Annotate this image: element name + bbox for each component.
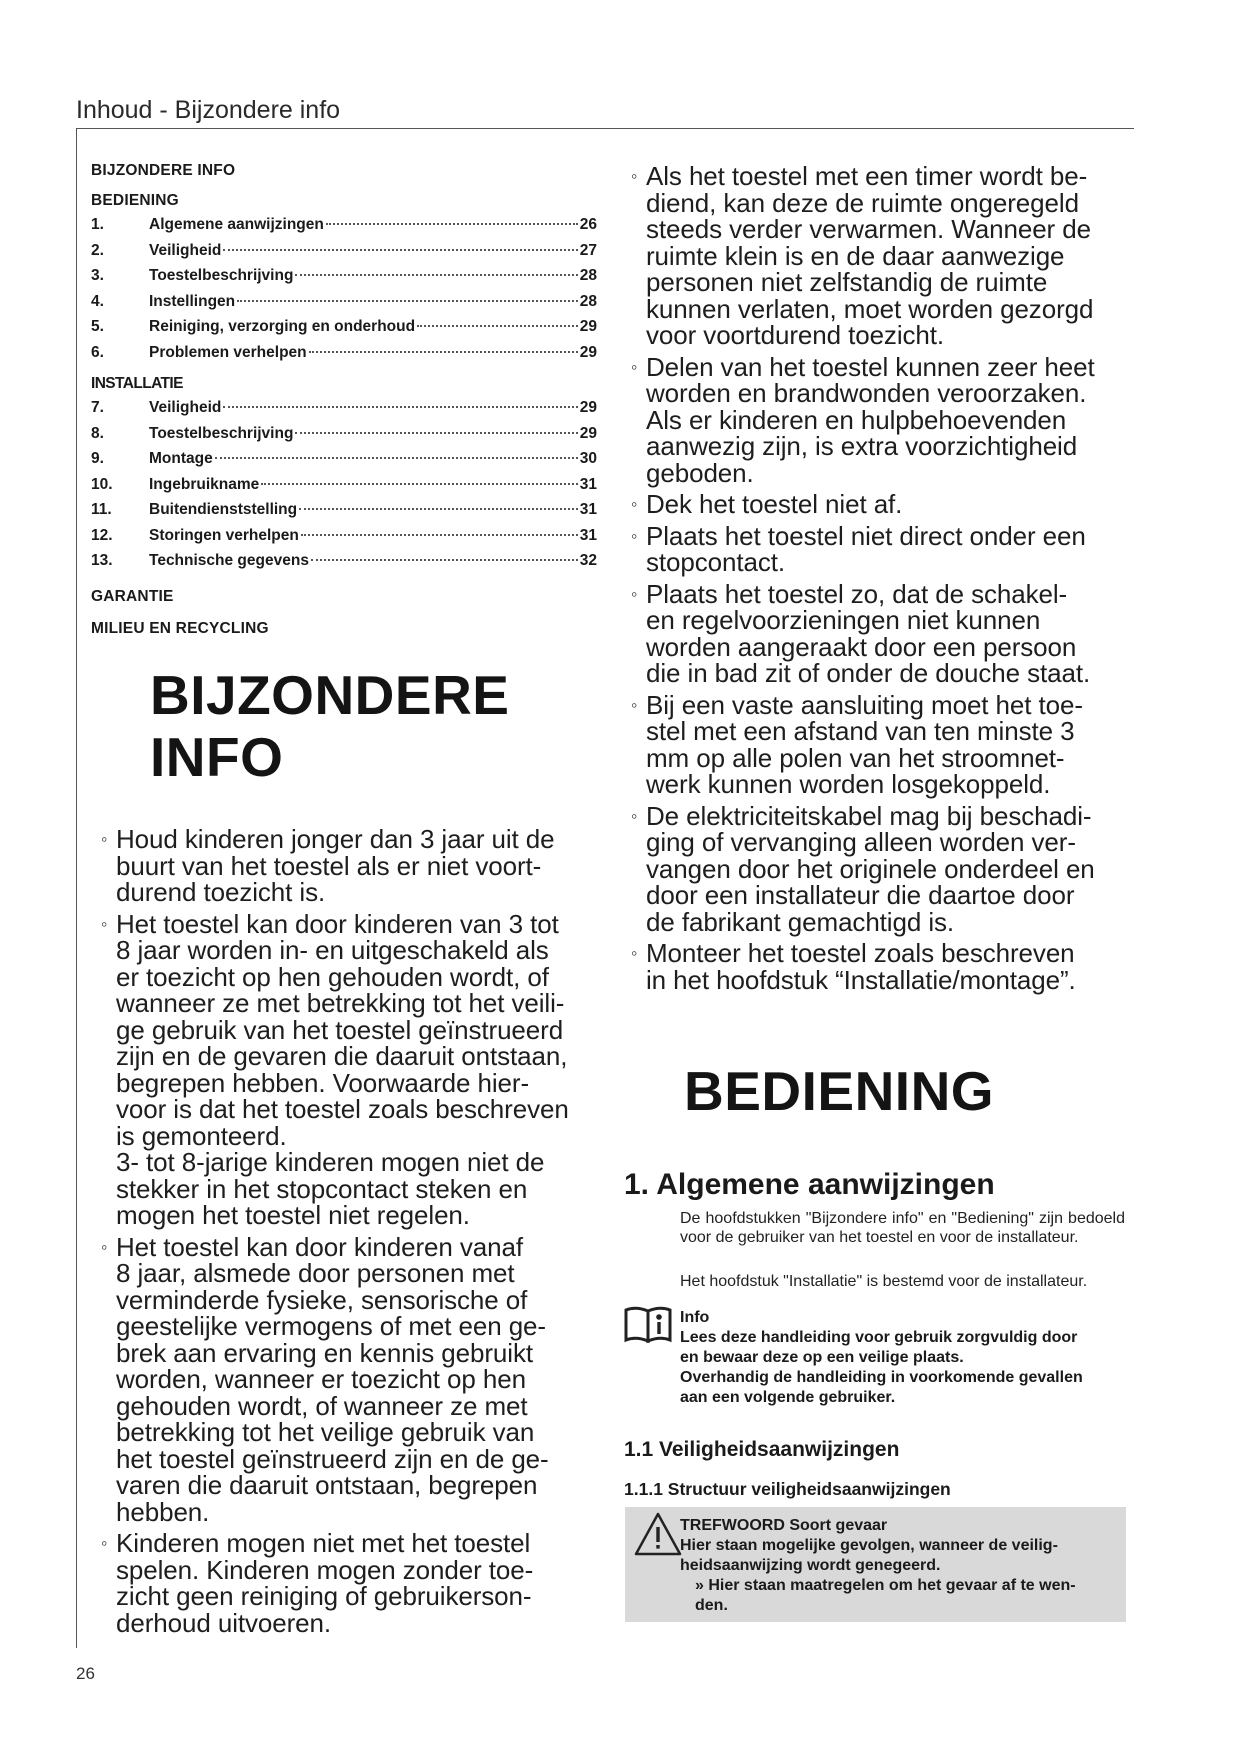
bullet-symbol: ◦ bbox=[631, 583, 638, 604]
toc-entry-number: 13. bbox=[91, 552, 113, 569]
warning-box bbox=[625, 1507, 1126, 1622]
bullet-item bbox=[631, 938, 1146, 995]
toc-entry-title: Toestelbeschrijving bbox=[149, 424, 294, 442]
toc-entry-number: 11. bbox=[91, 501, 112, 518]
toc-entry-title: Problemen verhelpen bbox=[149, 343, 307, 361]
toc-entry-title: Reiniging, verzorging en onderhoud bbox=[149, 318, 416, 335]
toc-entry[interactable] bbox=[91, 263, 597, 289]
bullet-item bbox=[631, 689, 1146, 799]
toc-entry-number: 9. bbox=[91, 450, 104, 467]
section-title-algemene-aanwijzingen: 1. Algemene aanwijzingen bbox=[624, 1168, 995, 1201]
bullet-item bbox=[631, 489, 1146, 519]
toc-dot-leader bbox=[326, 223, 578, 225]
toc-entry-page: 28 bbox=[579, 292, 597, 310]
toc-entry-title: Algemene aanwijzingen bbox=[149, 216, 324, 233]
bullet-list-right bbox=[631, 161, 1146, 998]
left-margin-rule bbox=[76, 128, 77, 1648]
page-number: 26 bbox=[76, 1664, 95, 1683]
toc-dot-leader bbox=[301, 534, 578, 536]
bullet-list-left bbox=[101, 824, 608, 1641]
toc-entry-page: 28 bbox=[579, 267, 597, 284]
intro-paragraph: De hoofdstukken "Bijzondere info" en "Bediening" zijn bedoeld voor de gebruiker van het toestel en voor de installateur. bbox=[680, 1210, 1125, 1246]
toc-dot-leader bbox=[223, 406, 577, 408]
header-divider bbox=[76, 128, 1134, 129]
toc-entry-page: 30 bbox=[579, 450, 597, 467]
toc-entry[interactable] bbox=[91, 395, 597, 421]
toc-entry[interactable] bbox=[91, 212, 597, 238]
toc-entry-page: 31 bbox=[579, 475, 597, 493]
toc-entry[interactable] bbox=[91, 548, 597, 574]
toc-dot-leader bbox=[299, 508, 578, 510]
bullet-text: De elektriciteitskabel mag bij beschadi- ging of vervanging alleen worden ver- vangen door het originele onderdeel en door een installateur die daartoe door de fabrikant gemachtigd is. bbox=[646, 800, 1095, 937]
toc-entry-number: 1. bbox=[91, 216, 104, 233]
info-line-2: Overhandig de handleiding in voorkomende gevallen aan een volgende gebruiker. bbox=[680, 1369, 1083, 1406]
toc-entry-number: 2. bbox=[91, 241, 104, 259]
toc-dot-leader bbox=[261, 483, 578, 485]
toc-entry[interactable] bbox=[91, 497, 597, 523]
bullet-symbol: ◦ bbox=[631, 525, 638, 546]
toc-entry-page: 31 bbox=[579, 526, 597, 544]
toc-list-installatie bbox=[91, 395, 597, 574]
toc-entry-number: 5. bbox=[91, 318, 104, 335]
bullet-symbol: ◦ bbox=[631, 805, 638, 826]
toc-entry-number: 7. bbox=[91, 399, 104, 416]
toc-entry-title: Technische gegevens bbox=[149, 552, 309, 569]
table-of-contents bbox=[91, 160, 597, 640]
bullet-text: Monteer het toestel zoals beschreven in het hoofdstuk “Installatie/montage”. bbox=[646, 938, 1076, 995]
subsection-structuur: 1.1.1 Structuur veiligheidsaanwijzingen bbox=[624, 1479, 951, 1499]
info-note bbox=[680, 1308, 1140, 1408]
warning-title: TREFWOORD Soort gevaar bbox=[680, 1517, 888, 1534]
bullet-text: Dek het toestel niet af. bbox=[646, 489, 903, 519]
warning-measure: » Hier staan maatregelen om het gevaar af te wen- den. bbox=[695, 1577, 1076, 1614]
toc-entry-title: Veiligheid bbox=[149, 241, 222, 259]
toc-dot-leader bbox=[417, 325, 578, 327]
toc-entry-page: 31 bbox=[579, 501, 597, 518]
bullet-item bbox=[631, 800, 1146, 937]
bullet-symbol: ◦ bbox=[631, 943, 638, 963]
toc-entry[interactable] bbox=[91, 238, 597, 264]
info-line-1: Lees deze handleiding voor gebruik zorgvuldig door en bewaar deze op een veilige plaats. bbox=[680, 1329, 1078, 1366]
bullet-text: Houd kinderen jonger dan 3 jaar uit de buurt van het toestel als er niet voort- durend toezicht is. bbox=[116, 824, 555, 907]
toc-entry-number: 6. bbox=[91, 343, 104, 361]
bullet-item bbox=[101, 1528, 608, 1638]
installatie-paragraph: Het hoofdstuk "Installatie" is bestemd voor de installateur. bbox=[680, 1273, 1088, 1290]
toc-dot-leader bbox=[237, 300, 578, 302]
toc-entry-number: 8. bbox=[91, 424, 104, 442]
toc-entry-page: 32 bbox=[579, 552, 597, 569]
bullet-item bbox=[631, 351, 1146, 488]
heading-bediening: BEDIENING bbox=[684, 1060, 995, 1122]
bullet-text: Delen van het toestel kunnen zeer heet worden en brandwonden veroorzaken. Als er kinderen en hulpbehoevenden aanwezig zijn, is extra voorzichtigheid geboden. bbox=[646, 351, 1095, 488]
toc-entry-number: 3. bbox=[91, 267, 104, 284]
toc-entry-page: 26 bbox=[579, 216, 597, 233]
bullet-item bbox=[631, 578, 1146, 688]
book-info-icon bbox=[622, 1304, 676, 1344]
toc-dot-leader bbox=[295, 432, 577, 434]
bullet-item bbox=[101, 908, 608, 1230]
toc-dot-leader bbox=[223, 249, 577, 251]
toc-heading-bediening[interactable]: BEDIENING bbox=[91, 192, 179, 209]
toc-entry-title: Ingebruikname bbox=[149, 475, 260, 493]
toc-entry-page: 29 bbox=[579, 343, 597, 361]
toc-entry[interactable] bbox=[91, 421, 597, 447]
toc-entry-title: Toestelbeschrijving bbox=[149, 267, 294, 284]
toc-entry-title: Buitendienststelling bbox=[149, 501, 298, 518]
toc-heading-garantie[interactable]: GARANTIE bbox=[91, 587, 174, 605]
heading-bijzondere-info: BIJZONDERE INFO bbox=[150, 664, 510, 788]
subsection-veiligheidsaanwijzingen: 1.1 Veiligheidsaanwijzingen bbox=[624, 1438, 900, 1461]
toc-entry-title: Veiligheid bbox=[149, 399, 222, 416]
bullet-symbol: ◦ bbox=[101, 1533, 108, 1553]
toc-entry[interactable] bbox=[91, 523, 597, 549]
warning-triangle-icon bbox=[633, 1511, 683, 1557]
toc-entry-page: 27 bbox=[579, 241, 597, 259]
toc-dot-leader bbox=[309, 351, 578, 353]
toc-entry-page: 29 bbox=[579, 399, 597, 416]
toc-dot-leader bbox=[215, 457, 578, 459]
toc-list-bediening bbox=[91, 212, 597, 365]
bullet-text: Kinderen mogen niet met het toestel spelen. Kinderen mogen zonder toe- zicht geen reiniging of gebruikerson- derhoud uitvoeren. bbox=[116, 1528, 534, 1638]
toc-entry-title: Montage bbox=[149, 450, 213, 467]
toc-entry-page: 29 bbox=[579, 424, 597, 442]
toc-entry-title: Instellingen bbox=[149, 292, 236, 310]
bullet-symbol: ◦ bbox=[101, 829, 108, 849]
bullet-text: Bij een vaste aansluiting moet het toe- stel met een afstand van ten minste 3 mm op alle polen van het stroomnet- werk kunnen worden losgekoppeld. bbox=[646, 689, 1083, 799]
bullet-symbol: ◦ bbox=[101, 1236, 108, 1257]
bullet-text: Plaats het toestel niet direct onder een stopcontact. bbox=[646, 520, 1086, 577]
toc-entry-number: 10. bbox=[91, 475, 113, 493]
bullet-text: Plaats het toestel zo, dat de schakel- en regelvoorzieningen niet kunnen worden aangeraakt door een persoon die in bad zit of onder de douche staat. bbox=[646, 578, 1091, 688]
bullet-item bbox=[101, 824, 608, 907]
toc-heading-installatie[interactable]: INSTALLATIE bbox=[91, 375, 183, 392]
bullet-item bbox=[631, 520, 1146, 577]
bullet-symbol: ◦ bbox=[631, 166, 638, 186]
warning-consequence: Hier staan mogelijke gevolgen, wanneer de veilig- heidsaanwijzing wordt genegeerd. bbox=[680, 1537, 1058, 1574]
bullet-text: Als het toestel met een timer wordt be- diend, kan deze de ruimte ongeregeld steeds verder verwarmen. Wanneer de ruimte klein is en de daar aanwezige personen niet zelfstandig de ruimte kunnen verlaten, moet worden gezorgd voor voortdurend toezicht. bbox=[646, 161, 1094, 350]
toc-entry-page: 29 bbox=[579, 318, 597, 335]
bullet-text: Het toestel kan door kinderen van 3 tot 8 jaar worden in- en uitgeschakeld als er toezicht op hen gehouden wordt, of wanneer ze met betrekking tot het veili- ge gebruik van het toestel geïnstrueerd zijn en de gevaren die daaruit ontstaan, begrepen hebben. Voorwaarde hier- voor is dat het toestel zoals beschreven is gemonteerd. 3- tot 8-jarige kinderen mogen niet de stekker in het stopcontact steken en mogen het toestel niet regelen. bbox=[116, 908, 569, 1230]
toc-entry[interactable] bbox=[91, 472, 597, 498]
bullet-symbol: ◦ bbox=[631, 694, 638, 715]
bullet-symbol: ◦ bbox=[631, 356, 638, 377]
bullet-item bbox=[101, 1231, 608, 1527]
toc-dot-leader bbox=[295, 274, 577, 276]
toc-entry-number: 12. bbox=[91, 526, 113, 544]
toc-dot-leader bbox=[311, 559, 578, 561]
page-header-title: Inhoud - Bijzondere info bbox=[76, 96, 341, 124]
toc-entry-number: 4. bbox=[91, 292, 104, 310]
toc-heading-milieu[interactable]: MILIEU EN RECYCLING bbox=[91, 619, 269, 637]
toc-entry[interactable] bbox=[91, 314, 597, 340]
toc-entry-title: Storingen verhelpen bbox=[149, 526, 299, 544]
bullet-item bbox=[631, 161, 1146, 350]
bullet-symbol: ◦ bbox=[631, 494, 638, 514]
info-label: Info bbox=[680, 1309, 710, 1326]
bullet-symbol: ◦ bbox=[101, 913, 108, 934]
toc-heading-bijzondere[interactable]: BIJZONDERE INFO bbox=[91, 162, 236, 179]
toc-entry[interactable] bbox=[91, 446, 597, 472]
toc-entry[interactable] bbox=[91, 289, 597, 315]
toc-entry[interactable] bbox=[91, 340, 597, 366]
bullet-text: Het toestel kan door kinderen vanaf 8 jaar, alsmede door personen met verminderde fysieke, sensorische of geestelijke vermogens of met een ge- brek aan ervaring en kennis gebruikt worden, wanneer er toezicht op hen gehouden wordt, of wanneer ze met betrekking tot het veilige gebruik van het toestel geïnstrueerd zijn en de ge- varen die daaruit ontstaan, begrepen hebben. bbox=[116, 1231, 549, 1527]
